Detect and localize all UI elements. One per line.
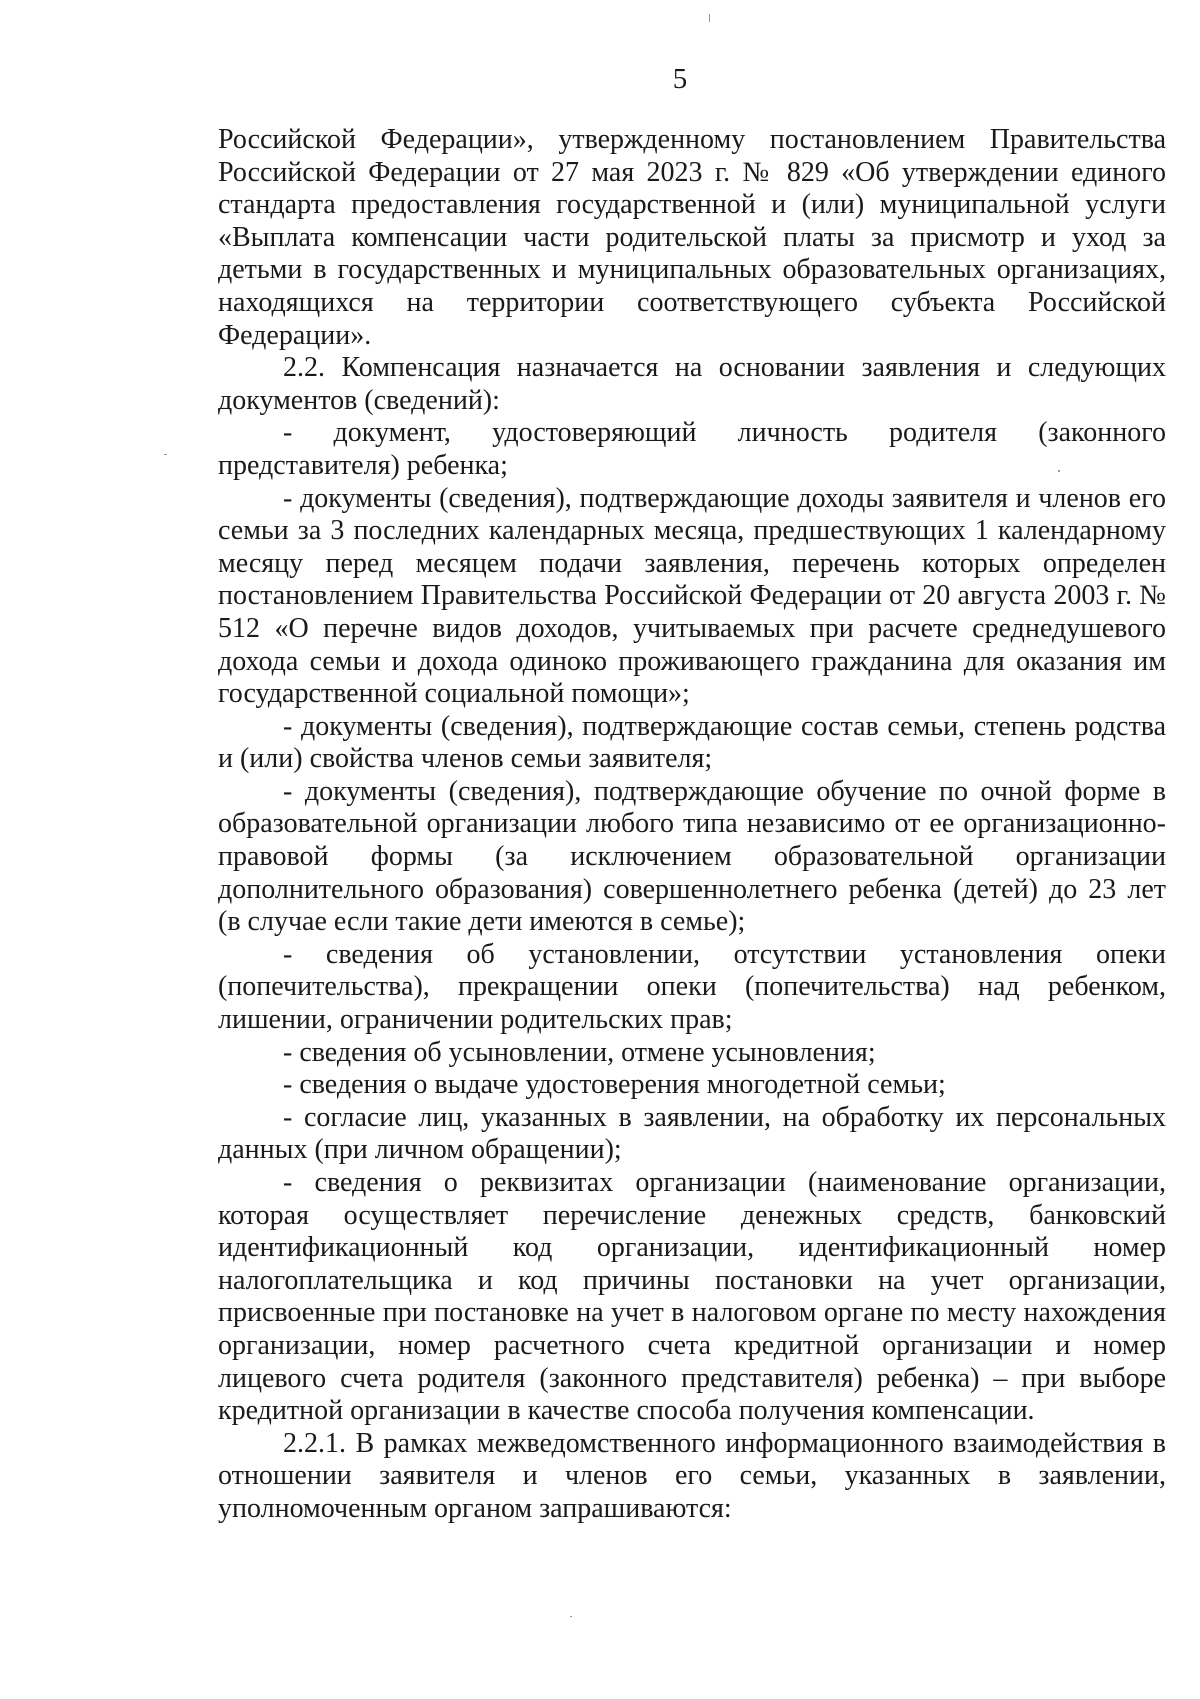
scan-speck xyxy=(709,14,710,22)
list-item-education-documents: - документы (сведения), подтверждающие обучение по очной форме в образовательной организации любого типа независимо от ее организационно-правовой формы (за исключением образовательной организации дополнительного образования) совершеннолетнего ребенка (детей) до 23 лет (в случае если такие дети имеются в семье); xyxy=(218,775,1166,938)
paragraph-continuation: Российской Федерации», утвержденному постановлением Правительства Российской Федерации от 27 мая 2023 г. № 829 «Об утверждении единого стандарта предоставления государственной и (или) муниципальной услуги «Выплата компенсации части родительской платы за присмотр и уход за детьми в государственных и муниципальных образовательных организациях, находящихся на территории соответствующего субъекта Российской Федерации». xyxy=(218,124,1166,351)
paragraph-section-2-2-1: 2.2.1. В рамках межведомственного информационного взаимодействия в отношении заявителя и членов его семьи, указанных в заявлении, уполномоченным органом запрашиваются: xyxy=(218,1427,1166,1524)
list-item-large-family-certificate: - сведения о выдаче удостоверения многодетной семьи; xyxy=(283,1069,946,1101)
paragraph-section-2-2: 2.2. Компенсация назначается на основании заявления и следующих документов (сведений): xyxy=(218,352,1166,416)
list-item-identity-document: - документ, удостоверяющий личность родителя (законного представителя) ребенка; xyxy=(218,417,1166,481)
document-body xyxy=(218,124,1166,1526)
list-item-adoption: - сведения об усыновлении, отмене усыновления; xyxy=(283,1036,876,1068)
list-item-family-composition: - документы (сведения), подтверждающие состав семьи, степень родства и (или) свойства членов семьи заявителя; xyxy=(218,710,1166,775)
scan-speck xyxy=(1058,470,1060,472)
list-item-bank-details: - сведения о реквизитах организации (наименование организации, которая осуществляет перечисление денежных средств, банковский идентификационный код организации, идентификационный номер налогоплательщика и код причины постановки на учет организации, присвоенные при постановке на учет в налоговом органе по месту нахождения организации, номер расчетного счета кредитной организации и номер лицевого счета родителя (законного представителя) ребенка) – при выборе кредитной организации в качестве способа получения компенсации. xyxy=(218,1167,1166,1427)
scan-speck xyxy=(570,1616,572,1617)
page-number: 5 xyxy=(672,63,688,95)
list-item-guardianship: - сведения об установлении, отсутствии установления опеки (попечительства), прекращении опеки (попечительства) над ребенком, лишении, ограничении родительских прав; xyxy=(218,938,1166,1036)
scan-speck xyxy=(164,454,167,455)
list-item-income-documents: - документы (сведения), подтверждающие доходы заявителя и членов его семьи за 3 последних календарных месяца, предшествующих 1 календарному месяцу перед месяцем подачи заявления, перечень которых определен постановлением Правительства Российской Федерации от 20 августа 2003 г. № 512 «О перечне видов доходов, учитываемых при расчете среднедушевого дохода семьи и дохода одиноко проживающего гражданина для оказания им государственной социальной помощи»; xyxy=(218,482,1166,710)
list-item-personal-data-consent: - согласие лиц, указанных в заявлении, на обработку их персональных данных (при личном обращении); xyxy=(218,1101,1166,1166)
